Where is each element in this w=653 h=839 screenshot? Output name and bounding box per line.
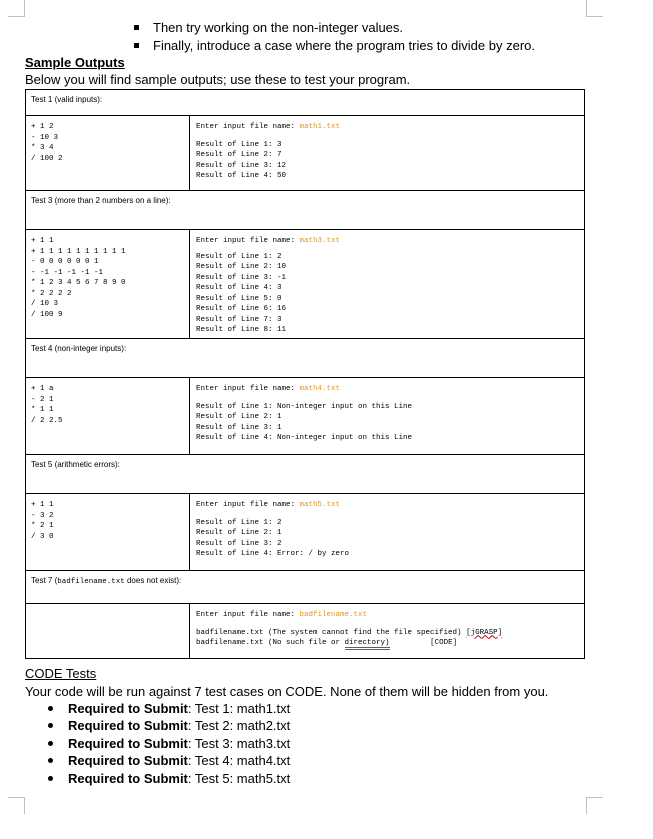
test-io-row [26, 494, 585, 571]
test-output: Enter input file name: math3.txt Result of Line 1: 2 Result of Line 2: 10 Result of Line 3: -1 Result of Line 4: 3 Result of Line 5: 0 Result of Line 6: 16 Result of Line 7: 3 Result of Line 8: 11 [196, 237, 341, 334]
test-label: Test 7 (badfilename.txt does not exist): [26, 571, 585, 604]
test-input-cell [26, 494, 190, 571]
code-tests-heading: CODE Tests [25, 666, 97, 681]
test-output-cell [190, 604, 585, 659]
test-input: + 1 1 - 3 2 * 2 1 / 3 0 [31, 501, 54, 541]
square-bullet-icon [134, 43, 139, 48]
code-tests-description: Your code will be run against 7 test cases on CODE. None of them will be hidden from you. [25, 684, 549, 699]
bullet-icon [48, 723, 53, 728]
test-label: Test 4 (non-integer inputs): [26, 339, 585, 378]
page-corner-mark [8, 797, 25, 814]
test-output-cell [190, 378, 585, 455]
filename: badfilename.txt [299, 611, 368, 619]
bullet-icon [48, 706, 53, 711]
filename: math4.txt [299, 385, 341, 393]
sample-outputs-description: Below you will find sample outputs; use these to test your program. [25, 72, 411, 87]
test-input-cell [26, 604, 190, 659]
bullet-icon [48, 758, 53, 763]
test-input: + 1 a - 2 1 * 1 1 / 2 2.5 [31, 385, 63, 425]
page-corner-mark [586, 0, 603, 17]
test-label: Test 3 (more than 2 numbers on a line): [26, 191, 585, 230]
test-label-row [26, 455, 585, 494]
test-io-row [26, 604, 585, 659]
test-input-cell [26, 378, 190, 455]
test-output: Enter input file name: math5.txt Result of Line 1: 2 Result of Line 2: 1 Result of Line 3: 2 Result of Line 4: Error: / by zero [196, 501, 350, 558]
page-corner-mark [8, 0, 25, 17]
test-output: Enter input file name: math1.txt Result of Line 1: 3 Result of Line 2: 7 Result of Line 3: 12 Result of Line 4: 50 [196, 123, 341, 180]
test-input-cell [26, 230, 190, 339]
filename: math3.txt [299, 237, 341, 245]
test-input-cell [26, 116, 190, 191]
filename: math5.txt [299, 501, 341, 509]
test-output-cell [190, 494, 585, 571]
bullet-icon [48, 741, 53, 746]
test-io-row [26, 230, 585, 339]
test-label: Test 5 (arithmetic errors): [26, 455, 585, 494]
test-io-row [26, 378, 585, 455]
sample-outputs-table [25, 89, 585, 659]
test-input: + 1 2 - 10 3 * 3 4 / 100 2 [31, 123, 63, 163]
test-output-cell [190, 230, 585, 339]
test-label-row [26, 90, 585, 116]
bullet-icon [48, 776, 53, 781]
filename: math1.txt [299, 123, 341, 131]
test-output: Enter input file name: math4.txt Result of Line 1: Non-integer input on this Line Result of Line 2: 1 Result of Line 3: 1 Result of Line 4: Non-integer input on this Line [196, 385, 413, 442]
test-label: Test 1 (valid inputs): [26, 90, 585, 116]
test-output: Enter input file name: badfilename.txt badfilename.txt (The system cannot find the file specified) [jGRASP] badfilename.txt (No such file or directory) [CODE] [190, 604, 584, 649]
test-input: + 1 1 + 1 1 1 1 1 1 1 1 1 1 - 0 0 0 0 0 0 1 - -1 -1 -1 -1 -1 * 1 2 3 4 5 6 7 8 9 0 * 2 2 2 2 / 10 3 / 100 9 [31, 237, 126, 319]
test-label-row [26, 571, 585, 604]
page-corner-mark [586, 797, 603, 814]
test-label-row [26, 339, 585, 378]
test-output-cell [190, 116, 585, 191]
square-bullet-icon [134, 25, 139, 30]
test-io-row [26, 116, 585, 191]
sample-outputs-heading: Sample Outputs [25, 55, 125, 70]
test-label-row [26, 191, 585, 230]
